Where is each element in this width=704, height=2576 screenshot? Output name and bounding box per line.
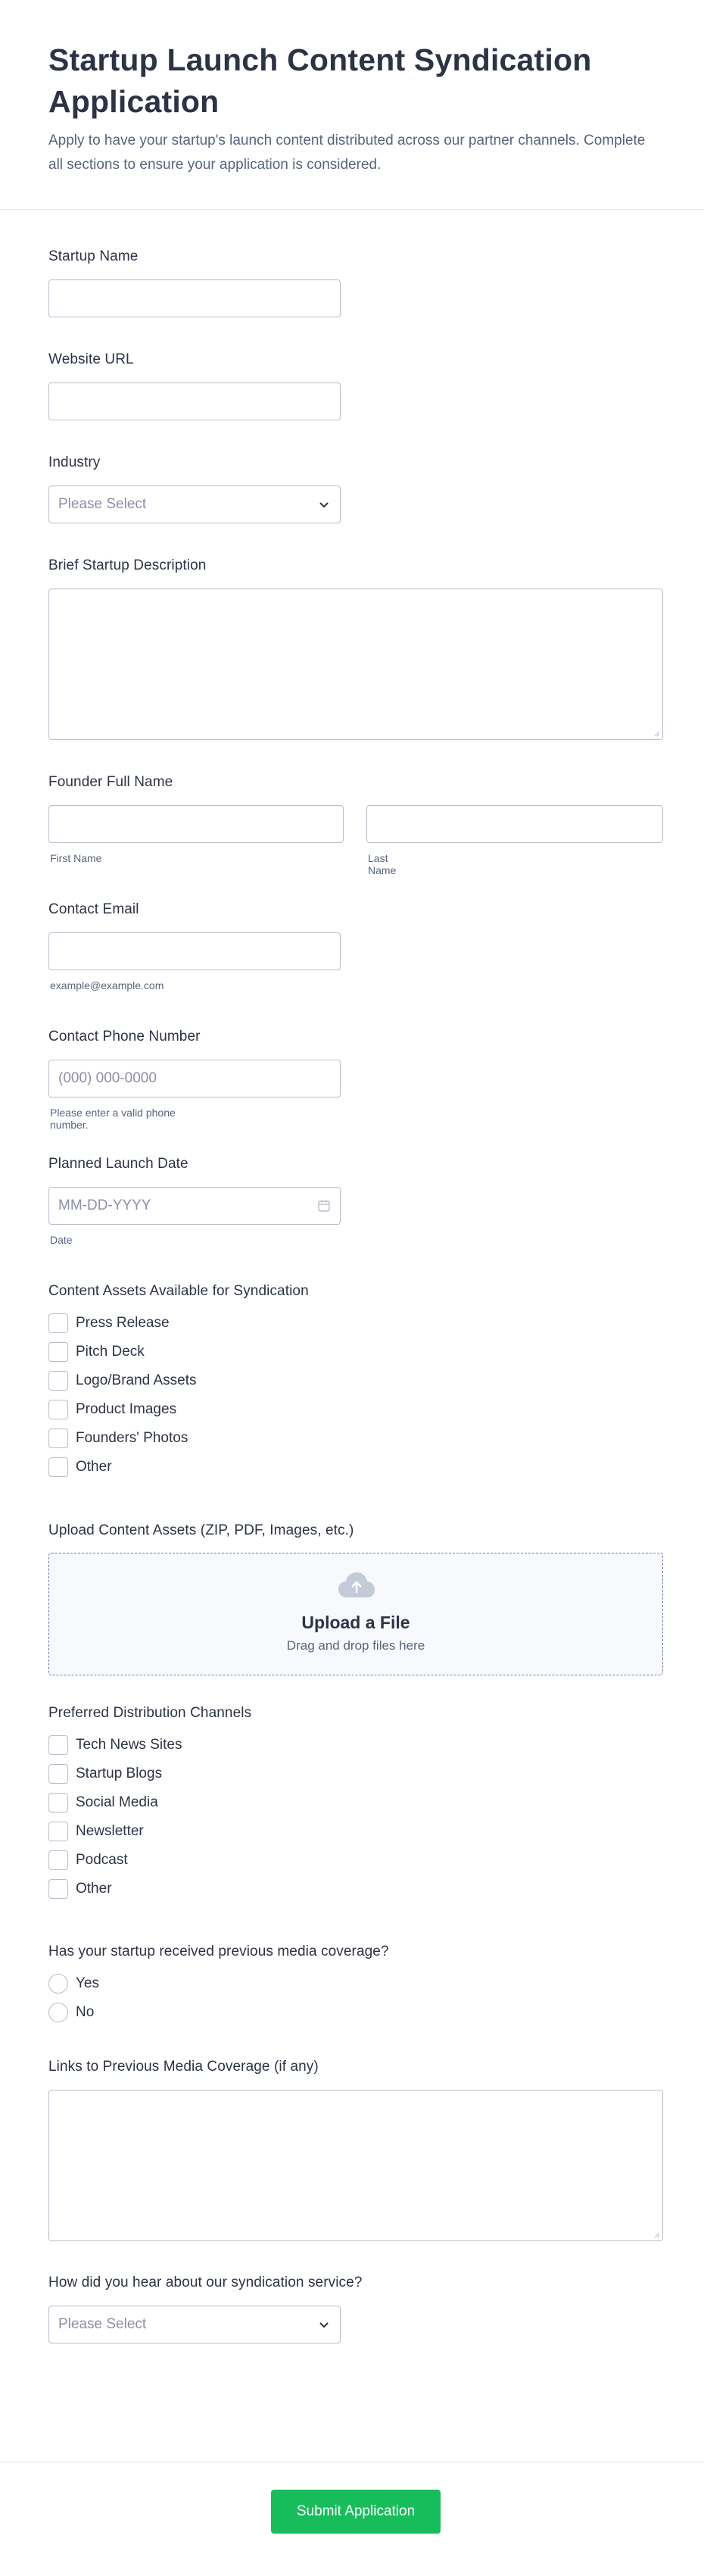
channel-option[interactable]: [48, 1822, 144, 1841]
option-label: Social Media: [76, 1794, 158, 1810]
content-asset-option[interactable]: [48, 1400, 176, 1419]
phone-field: [48, 1029, 201, 1131]
industry-placeholder: Please Select: [58, 496, 147, 512]
launch-date-input[interactable]: [48, 1187, 341, 1225]
channel-option[interactable]: [48, 1850, 128, 1870]
email-field: [48, 901, 164, 991]
phone-label: Contact Phone Number: [48, 1029, 201, 1044]
media-coverage-label: Has your startup received previous media coverage?: [48, 1944, 389, 1959]
channel-option[interactable]: [48, 1793, 158, 1813]
resize-grip-icon[interactable]: [653, 2231, 660, 2238]
checkbox[interactable]: [48, 1429, 68, 1448]
checkbox[interactable]: [48, 1342, 68, 1362]
launch-date-sublabel: Date: [50, 1234, 73, 1246]
option-label: No: [76, 2004, 95, 2020]
page-title: Startup Launch Content Syndication Application: [48, 42, 592, 119]
checkbox[interactable]: [48, 1850, 68, 1870]
option-label: Podcast: [76, 1852, 128, 1868]
form-footer: [0, 2462, 704, 2576]
startup-name-input[interactable]: [48, 279, 341, 317]
option-label: Logo/Brand Assets: [76, 1372, 197, 1388]
media-links-label: Links to Previous Media Coverage (if any): [48, 2059, 319, 2075]
content-assets-label: Content Assets Available for Syndication: [48, 1283, 309, 1299]
calendar-icon[interactable]: [317, 1199, 331, 1213]
industry-field: [48, 454, 147, 512]
launch-date-placeholder: MM-DD-YYYY: [58, 1197, 151, 1213]
industry-select[interactable]: [48, 486, 341, 523]
channels-field: [48, 1705, 252, 1897]
option-label: Founders' Photos: [76, 1430, 188, 1446]
checkbox[interactable]: [48, 1879, 68, 1899]
option-label: Other: [76, 1459, 112, 1475]
option-label: Newsletter: [76, 1823, 144, 1839]
content-assets-field: [48, 1283, 309, 1475]
content-asset-option[interactable]: [48, 1371, 197, 1391]
form-header: [0, 0, 704, 210]
option-label: Product Images: [76, 1401, 177, 1417]
channels-label: Preferred Distribution Channels: [48, 1705, 252, 1721]
chevron-down-icon: [317, 2318, 331, 2331]
startup-name-field: [48, 248, 138, 265]
content-asset-option[interactable]: [48, 1313, 170, 1333]
email-sublabel: example@example.com: [50, 979, 164, 991]
referral-field: [48, 2275, 363, 2332]
upload-hint: Drag and drop files here: [286, 1638, 425, 1653]
website-url-label: Website URL: [48, 351, 134, 367]
option-label: Yes: [76, 1975, 99, 1991]
channel-option[interactable]: [48, 1735, 182, 1755]
content-asset-option[interactable]: [48, 1429, 188, 1448]
phone-placeholder: (000) 000-0000: [58, 1070, 157, 1086]
upload-field: [48, 1522, 425, 1653]
last-name-sublabel: Last Name: [368, 852, 397, 876]
channel-option[interactable]: [48, 1879, 112, 1899]
founder-name-label: Founder Full Name: [48, 774, 173, 790]
referral-label: How did you hear about our syndication service?: [48, 2275, 363, 2290]
checkbox[interactable]: [48, 1400, 68, 1419]
referral-placeholder: Please Select: [58, 2316, 147, 2332]
description-label: Brief Startup Description: [48, 557, 207, 573]
phone-input[interactable]: [48, 1060, 341, 1098]
radio-button[interactable]: [48, 1974, 68, 1994]
email-input[interactable]: [48, 932, 341, 970]
media-coverage-field: [48, 1944, 389, 2020]
upload-label: Upload Content Assets (ZIP, PDF, Images, etc.): [48, 1522, 354, 1538]
option-label: Pitch Deck: [76, 1344, 145, 1360]
checkbox[interactable]: [48, 1764, 68, 1784]
referral-select[interactable]: [48, 2306, 341, 2343]
launch-date-field: [48, 1156, 188, 1246]
radio-button[interactable]: [48, 2003, 68, 2022]
channel-option[interactable]: [48, 1764, 162, 1784]
website-url-field: [48, 351, 134, 368]
first-name-input[interactable]: [48, 805, 344, 843]
page-description: Apply to have your startup's launch content distributed across our partner channels. Complete all sections to ensure your application is considered.: [48, 133, 646, 173]
media-links-field: [48, 2059, 319, 2075]
resize-grip-icon[interactable]: [653, 729, 660, 737]
checkbox[interactable]: [48, 1313, 68, 1333]
content-asset-option[interactable]: [48, 1342, 145, 1362]
description-field: [48, 557, 206, 574]
checkbox[interactable]: [48, 1457, 68, 1477]
email-label: Contact Email: [48, 901, 139, 917]
media-links-textarea[interactable]: [48, 2090, 663, 2241]
checkbox[interactable]: [48, 1735, 68, 1755]
launch-date-label: Planned Launch Date: [48, 1156, 188, 1172]
option-label: Startup Blogs: [76, 1766, 163, 1781]
checkbox[interactable]: [48, 1371, 68, 1391]
submit-button[interactable]: Submit Application: [271, 2490, 441, 2534]
media-coverage-option[interactable]: [48, 1974, 99, 1994]
option-label: Press Release: [76, 1315, 170, 1331]
file-dropzone[interactable]: [48, 1553, 663, 1675]
option-label: Other: [76, 1881, 112, 1897]
last-name-input[interactable]: [366, 805, 663, 843]
founder-name-field: [48, 774, 397, 876]
industry-label: Industry: [48, 454, 101, 470]
website-url-input[interactable]: [48, 382, 341, 420]
checkbox[interactable]: [48, 1793, 68, 1813]
phone-sublabel: Please enter a valid phone number.: [50, 1107, 176, 1131]
description-textarea[interactable]: [48, 589, 663, 740]
cloud-upload-icon: [338, 1572, 375, 1599]
media-coverage-option[interactable]: [48, 2003, 94, 2022]
startup-name-label: Startup Name: [48, 248, 139, 264]
option-label: Tech News Sites: [76, 1737, 182, 1753]
upload-title: Upload a File: [301, 1613, 410, 1632]
chevron-down-icon: [317, 498, 331, 511]
checkbox[interactable]: [48, 1822, 68, 1841]
content-asset-option[interactable]: [48, 1457, 112, 1477]
first-name-sublabel: First Name: [50, 852, 102, 864]
